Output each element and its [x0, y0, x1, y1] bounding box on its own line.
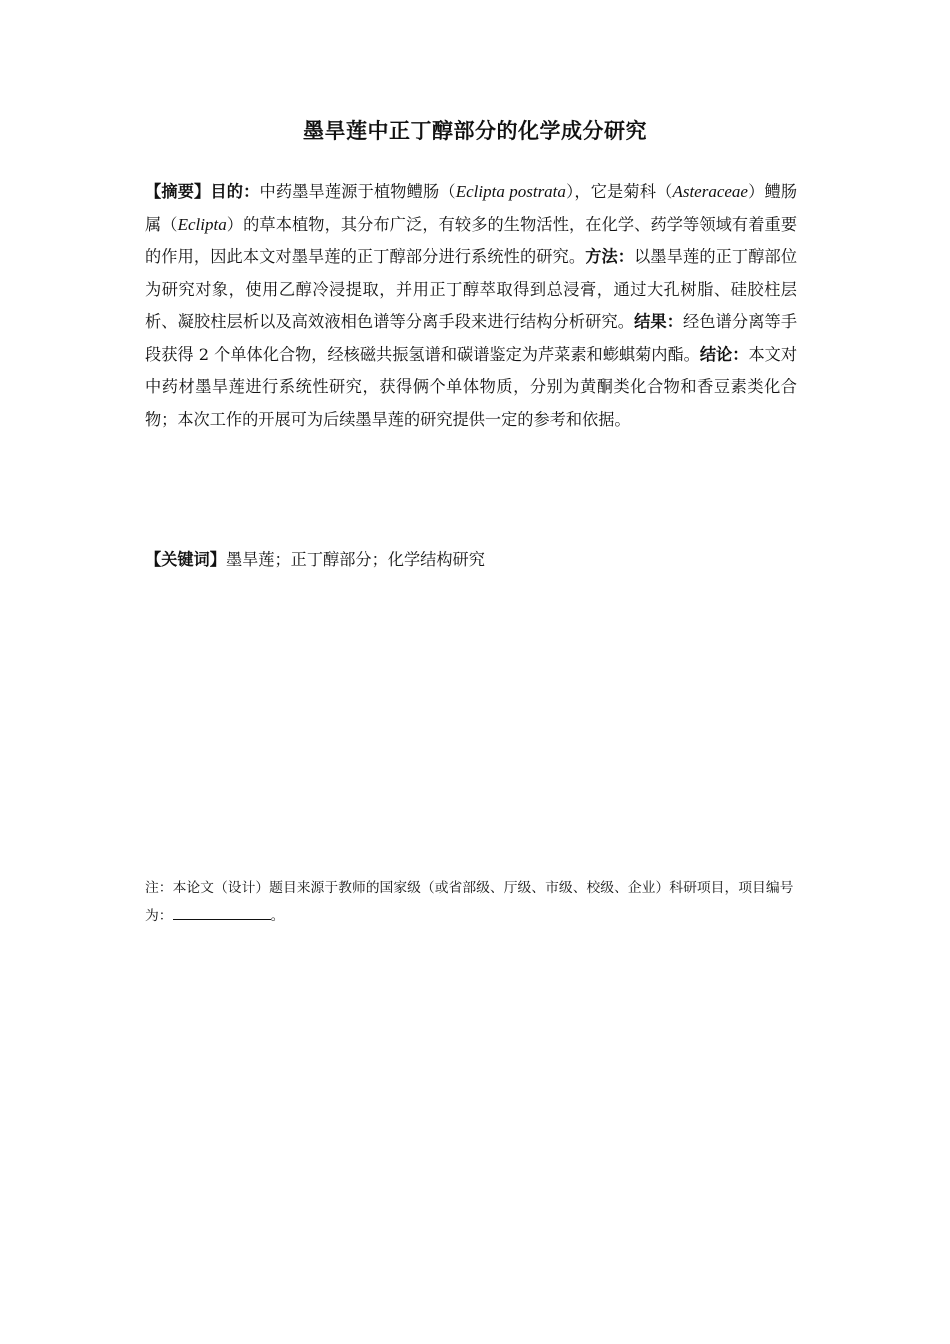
objective-label: 目的： [210, 182, 260, 201]
methods-text: 以墨旱莲的正丁醇部位为研究对象，使用乙醇冷浸提取，并用正丁醇萃取得到总浸膏，通过大孔树脂、硅胶柱层析、凝胶柱层析以及高效液相色谱等分离手段来进行结构分析研究。 [145, 247, 798, 331]
objective-text-2: ），它是菊科（ [565, 182, 673, 201]
note-end: 。 [270, 908, 285, 924]
conclusion-label: 结论： [699, 344, 749, 364]
objective-text-1: 中药墨旱莲源于植物鳢肠（ [259, 182, 456, 201]
conclusion-text: 本文对中药材墨旱莲进行系统性研究，获得俩个单体物质，分别为黄酮类化合物和香豆素类化合物；本次工作的开展可为后续墨旱莲的研究提供一定的参考和依据。 [145, 344, 798, 429]
abstract-label: 【摘要】 [145, 182, 211, 201]
genus-latin-name: Eclipta [177, 214, 227, 234]
abstract-paragraph [145, 176, 797, 436]
results-label: 结果： [634, 312, 684, 331]
paper-title: 墨旱莲中正丁醇部分的化学成分研究 [303, 119, 647, 143]
objective-text-3: ）鳢肠属（ [145, 182, 798, 234]
note-text: 注：本论文（设计）题目来源于教师的国家级（或省部级、厅级、市级、校级、企业）科研项目，项目编号为： [145, 880, 794, 924]
results-text: 经色谱分离等手段获得 2 个单体化合物，经核磁共振氢谱和碳谱鉴定为芹菜素和蟛蜞菊内酯。 [145, 312, 798, 364]
methods-label: 方法： [585, 247, 635, 266]
keywords-line [145, 545, 805, 575]
funding-note [145, 874, 815, 930]
species-latin-name: Eclipta postrata [455, 182, 566, 201]
keywords-label: 【关键词】 [145, 550, 226, 569]
keywords-text: 墨旱莲；正丁醇部分；化学结构研究 [225, 550, 485, 569]
objective-text-4: ）的草本植物，其分布广泛，有较多的生物活性，在化学、药学等领域有着重要的作用，因此本文对墨旱莲的正丁醇部分进行系统性的研究。 [145, 214, 798, 266]
family-latin-name: Asteraceae [672, 182, 748, 201]
project-number-blank [173, 903, 271, 920]
